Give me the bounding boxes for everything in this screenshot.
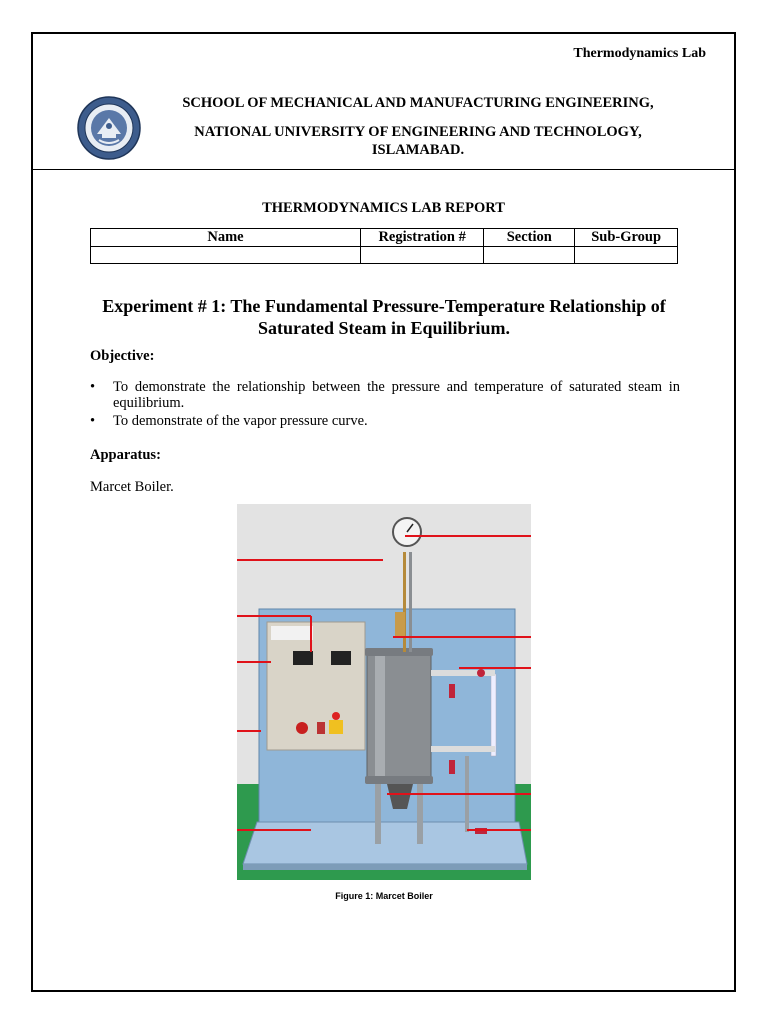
boiler-leg — [375, 784, 381, 844]
experiment-title — [90, 295, 678, 339]
indicator-lamp-icon — [332, 712, 340, 720]
temperature-display-right — [331, 651, 351, 665]
bullet-icon: • — [90, 413, 96, 429]
sight-glass-tube — [491, 674, 496, 756]
valve-handle-icon — [477, 669, 485, 677]
list-item — [90, 379, 680, 411]
column-header-section: Section — [484, 229, 575, 247]
lower-connection-pipe — [431, 746, 495, 752]
power-switch-icon — [317, 722, 325, 734]
experiment-title-line-2: Saturated Steam in Equilibrium. — [257, 318, 511, 338]
section-cell[interactable] — [484, 247, 575, 264]
control-box-label-plate — [271, 626, 313, 640]
column-header-subgroup: Sub-Group — [575, 229, 678, 247]
lab-name: Thermodynamics Lab — [573, 46, 706, 61]
column-header-registration: Registration # — [361, 229, 484, 247]
subgroup-cell[interactable] — [575, 247, 678, 264]
boiler-highlight — [375, 656, 385, 778]
selector-switch-icon — [329, 720, 343, 734]
objective-heading: Objective: — [90, 348, 155, 364]
boiler-lid — [365, 648, 433, 656]
upper-valve-icon — [449, 684, 455, 698]
table-header-row — [91, 229, 678, 247]
apparatus-text: Marcet Boiler. — [90, 479, 174, 495]
boiler-bottom-flange — [365, 776, 433, 784]
name-cell[interactable] — [91, 247, 361, 264]
header-divider — [31, 169, 736, 170]
marcet-boiler-figure — [237, 504, 531, 880]
lower-valve-icon — [449, 760, 455, 774]
university-seal-icon — [77, 96, 141, 160]
table-row — [91, 247, 678, 264]
objective-text: To demonstrate of the vapor pressure curve. — [113, 413, 368, 429]
control-box — [267, 622, 365, 750]
upper-connection-pipe — [431, 670, 495, 676]
school-name: SCHOOL OF MECHANICAL AND MANUFACTURING ENGINEERING, — [182, 95, 654, 111]
university-city: ISLAMABAD. — [371, 142, 465, 158]
apparatus-heading: Apparatus: — [90, 447, 161, 463]
objective-text: To demonstrate the relationship between the pressure and temperature of saturated steam in equilibrium. — [113, 379, 680, 411]
registration-cell[interactable] — [361, 247, 484, 264]
base-plate-edge — [243, 864, 527, 870]
safety-valve — [395, 612, 405, 636]
temperature-display-left — [293, 651, 313, 665]
university-name: NATIONAL UNIVERSITY OF ENGINEERING AND TECHNOLOGY, — [194, 124, 642, 140]
report-title: THERMODYNAMICS LAB REPORT — [262, 200, 505, 216]
bullet-icon: • — [90, 379, 96, 395]
objective-list — [90, 379, 680, 431]
list-item — [90, 413, 680, 429]
student-info-table — [90, 228, 678, 264]
figure-caption: Figure 1: Marcet Boiler — [335, 891, 433, 901]
experiment-title-line-1: Experiment # 1: The Fundamental Pressure-Temperature Relationship of — [102, 296, 666, 316]
emergency-stop-icon — [296, 722, 308, 734]
column-header-name: Name — [91, 229, 361, 247]
